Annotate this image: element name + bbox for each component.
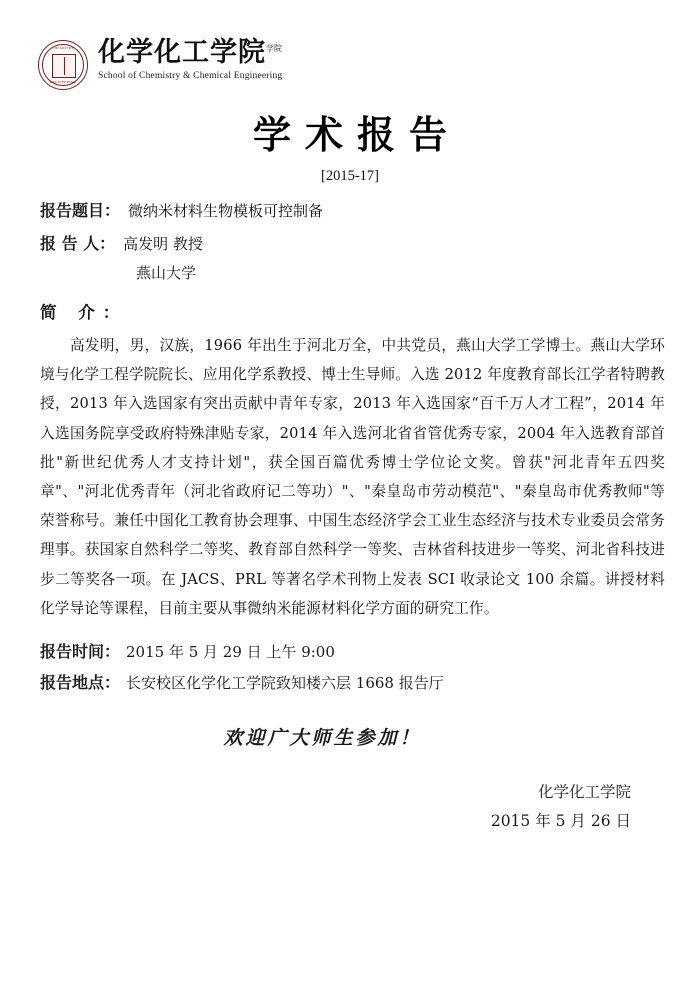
school-name-cn-text: 化学化工学院 <box>98 37 266 68</box>
speaker-row <box>40 231 665 254</box>
document-body <box>40 198 665 837</box>
time-label: 报告时间： <box>40 641 121 661</box>
document-number: [2015-17] <box>321 168 379 184</box>
seal-text-top: CHEMISTRY <box>51 46 75 50</box>
topic-row <box>40 198 665 221</box>
school-names <box>98 36 282 81</box>
signature-date: 2015 年 5 月 26 日 <box>490 812 631 831</box>
signature-organization: 化学化工学院 <box>537 782 631 801</box>
university-seal-icon <box>38 40 88 90</box>
speaker-affiliation: 燕山大学 <box>136 264 197 282</box>
school-name-cn-sup: 学院 <box>266 44 282 53</box>
time-row <box>40 639 665 662</box>
time-value: 2015 年 5 月 29 日 上午 9:00 <box>126 642 335 661</box>
topic-value: 微纳米材料生物模板可控制备 <box>128 202 324 220</box>
place-label: 报告地点： <box>40 672 121 692</box>
page-title: 学术报告 <box>252 112 461 157</box>
school-name-en: School of Chemistry & Chemical Engineering <box>98 70 283 81</box>
seal-core <box>52 54 76 78</box>
seal-text-bottom: ENGINEERING <box>49 80 77 84</box>
speaker-biography: 高发明，男，汉族，1966 年出生于河北万全，中共党员，燕山大学工学博士。燕山大学环境与化学工程学院院长、应用化学系教授、博士生导师。入选 2012 年度教育部长江学者特聘教授，2013 年入选国家有突出贡献中青年专家，2013 年入选国家“百千万人才工程”，2014 年入选国务院享受政府特殊津贴专家，2014 年入选河北省省管优秀专家，2004 年入选教育部首批"新世纪优秀人才支持计划"，获全国百篇优秀博士学位论文奖。曾获"河北青年五四奖章"、"河北优秀青年（河北省政府记二等功）"、"秦皇岛市劳动模范"、"秦皇岛市优秀教师"等荣誉称号。兼任中国化工教育协会理事、中国生态经济学会工业生态经济与技术专业委员会常务理事。获国家自然科学二等奖、教育部自然科学一等奖、吉林省科技进步一等奖、河北省科技进步二等奖各一项。在 JACS、PRL 等著名学术刊物上发表 SCI 收录论文 100 余篇。讲授材料化学导论等课程，目前主要从事微纳米能源材料化学方面的研究工作。 <box>40 337 665 617</box>
school-name-cn <box>98 38 282 68</box>
speaker-value: 高发明 教授 <box>123 235 203 253</box>
signature-block <box>40 778 665 837</box>
event-meta <box>40 639 665 693</box>
intro-label: 简 介： <box>40 303 128 322</box>
welcome-message: 欢迎广大师生参加！ <box>223 726 422 749</box>
place-value: 长安校区化学化工学院致知楼六层 1668 报告厅 <box>126 673 444 692</box>
speaker-label: 报 告 人： <box>40 234 116 253</box>
topic-label: 报告题目： <box>40 201 121 220</box>
place-row <box>40 670 665 693</box>
letterhead <box>38 36 282 90</box>
